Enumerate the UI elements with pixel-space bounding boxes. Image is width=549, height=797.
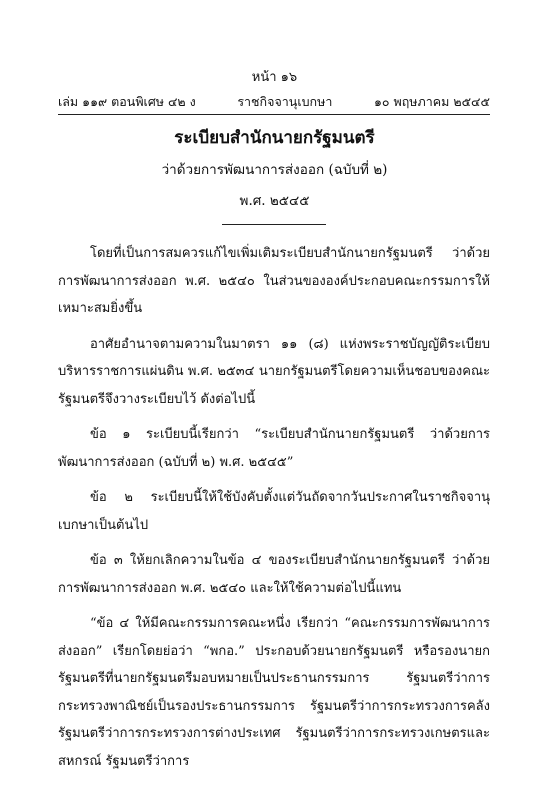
document-year: พ.ศ. ๒๕๔๕ <box>239 193 310 209</box>
header-divider <box>58 114 490 115</box>
publication-date: ๑๐ พฤษภาคม ๒๕๔๕ <box>373 94 490 109</box>
clause-3: ข้อ ๓ ให้ยกเลิกความในข้อ ๔ ของระเบียบสำนักนายกรัฐมนตรี ว่าด้วยการพัฒนาการส่งออก พ.ศ. ๒๕๔๐ และให้ใช้ความต่อไปนี้แทน <box>58 553 490 596</box>
clause-2: ข้อ ๒ ระเบียบนี้ให้ใช้บังคับตั้งแต่วันถัดจากวันประกาศในราชกิจจานุเบกษาเป็นต้นไป <box>58 490 490 533</box>
document-body <box>58 240 490 783</box>
page-number: หน้า ๑๖ <box>251 70 298 85</box>
preamble-paragraph: โดยที่เป็นการสมควรแก้ไขเพิ่มเติมระเบียบสำนักนายกรัฐมนตรี ว่าด้วยการพัฒนาการส่งออก พ.ศ. ๒๕๔๐ ในส่วนขององค์ประกอบคณะกรรมการให้เหมาะสมยิ่งขึ้น <box>58 246 490 316</box>
gazette-name: ราชกิจจานุเบกษา <box>237 94 333 109</box>
gazette-header <box>58 92 490 112</box>
clause-1: ข้อ ๑ ระเบียบนี้เรียกว่า “ระเบียบสำนักนายกรัฐมนตรี ว่าด้วยการพัฒนาการส่งออก (ฉบับที่ ๒) พ.ศ. ๒๕๔๕” <box>58 427 490 470</box>
document-title: ระเบียบสำนักนายกรัฐมนตรี <box>174 128 375 148</box>
document-subtitle: ว่าด้วยการพัฒนาการส่งออก (ฉบับที่ ๒) <box>161 162 388 178</box>
authority-paragraph: อาศัยอำนาจตามความในมาตรา ๑๑ (๘) แห่งพระราชบัญญัติระเบียบบริหารราชการแผ่นดิน พ.ศ. ๒๕๓๔ นายกรัฐมนตรีโดยความเห็นชอบของคณะรัฐมนตรีจึงวางระเบียบไว้ ดังต่อไปนี้ <box>58 336 490 407</box>
volume-info: เล่ม ๑๑๙ ตอนพิเศษ ๔๒ ง <box>58 94 196 109</box>
clause-4-text: “ข้อ ๔ ให้มีคณะกรรมการคณะหนึ่ง เรียกว่า “คณะกรรมการพัฒนาการส่งออก” เรียกโดยย่อว่า “พกอ.” ประกอบด้วยนายกรัฐมนตรี หรือรองนายกรัฐมนตรีที่นายกรัฐมนตรีมอบหมายเป็นประธานกรรมการ รัฐมนตรีว่าการกระทรวงพาณิชย์เป็นรองประธานกรรมการ รัฐมนตรีว่าการกระทรวงการคลัง รัฐมนตรีว่าการกระทรวงการต่างประเทศ รัฐมนตรีว่าการกระทรวงเกษตรและสหกรณ์ รัฐมนตรีว่าการ <box>58 616 490 769</box>
title-divider <box>222 224 326 225</box>
